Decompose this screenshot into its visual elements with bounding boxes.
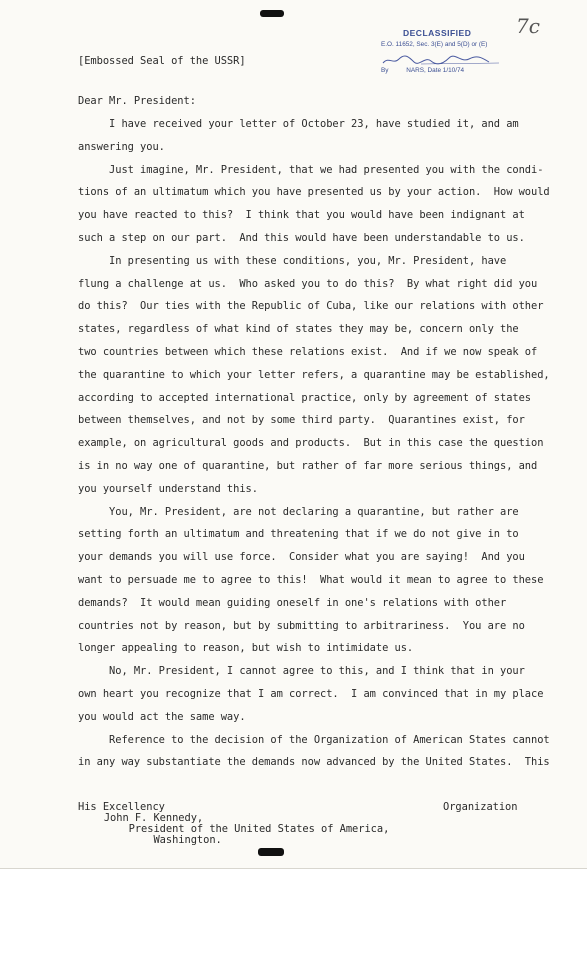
letter-line: your demands you will use force. Consider what you are saying! And you [78,551,525,563]
letter-line: You, Mr. President, are not declaring a quarantine, but rather are [78,506,519,518]
letter-line: In presenting us with these conditions, you, Mr. President, have [78,255,507,267]
letter-line: such a step on our part. And this would have been understandable to us. [78,232,525,244]
declassified-stamp-date-line: By NARS, Date 1/10/74 [381,67,465,74]
letter-line: I have received your letter of October 23, have studied it, and am [78,118,519,130]
letter-line: states, regardless of what kind of states they may be, concern only the [78,323,519,335]
letter-line: is in no way one of quarantine, but rather of far more serious things, and [78,460,538,472]
letter-line: longer appealing to reason, but wish to intimidate us. [78,642,414,654]
addressee-line-2: John F. Kennedy, [79,812,204,824]
letter-line: you yourself understand this. [78,483,258,495]
top-redaction-mark [260,10,284,17]
bottom-redaction-mark [258,848,284,856]
letter-line: you have reacted to this? I think that you would have been indignant at [78,209,525,221]
addressee-line-3: President of the United States of America, [79,823,390,835]
letter-line: want to persuade me to agree to this! What would it mean to agree to these [78,574,544,586]
letter-line: answering you. [78,141,165,153]
letter-line: the quarantine to which your letter refers, a quarantine may be established, [78,369,550,381]
letter-line: two countries between which these relations exist. And if we now speak of [78,346,538,358]
letter-line: demands? It would mean guiding oneself in one's relations with other [78,597,507,609]
letter-line: countries not by reason, but by submitting to arbitrariness. You are no [78,620,525,632]
letter-line: No, Mr. President, I cannot agree to this, and I think that in your [78,665,525,677]
letter-line: Reference to the decision of the Organization of American States cannot [78,734,550,746]
letter-line: you would act the same way. [78,711,246,723]
letter-line: example, on agricultural goods and products. But in this case the question [78,437,544,449]
handwritten-page-mark: 7c [516,14,540,38]
addressee-line-1: His Excellency [78,801,165,813]
letter-line: setting forth an ultimatum and threatening that if we do not give in to [78,528,519,540]
letter-line: between themselves, and not by some third party. Quarantines exist, for [78,414,525,426]
letter-line: in any way substantiate the demands now advanced by the United States. This [78,756,550,768]
embossed-seal-note: [Embossed Seal of the USSR] [78,55,246,67]
salutation: Dear Mr. President: [78,95,196,107]
continuation-catchword: Organization [443,801,518,813]
letter-line: own heart you recognize that I am correct. I am convinced that in my place [78,688,544,700]
declassified-stamp-authority: E.O. 11652, Sec. 3(E) and 5(D) or (E) [381,41,488,48]
scan-margin-below [0,869,587,970]
letter-line: flung a challenge at us. Who asked you to do this? By what right did you [78,278,538,290]
letter-line: according to accepted international practice, only by agreement of states [78,392,532,404]
declassified-stamp-title: DECLASSIFIED [403,28,472,38]
letter-line: do this? Our ties with the Republic of Cuba, like our relations with other [78,300,544,312]
handwritten-signature-scribble [381,54,501,66]
letter-line: Just imagine, Mr. President, that we had presented you with the condi- [78,164,544,176]
addressee-line-4: Washington. [79,834,222,846]
letter-line: tions of an ultimatum which you have presented us by your action. How would [78,186,550,198]
